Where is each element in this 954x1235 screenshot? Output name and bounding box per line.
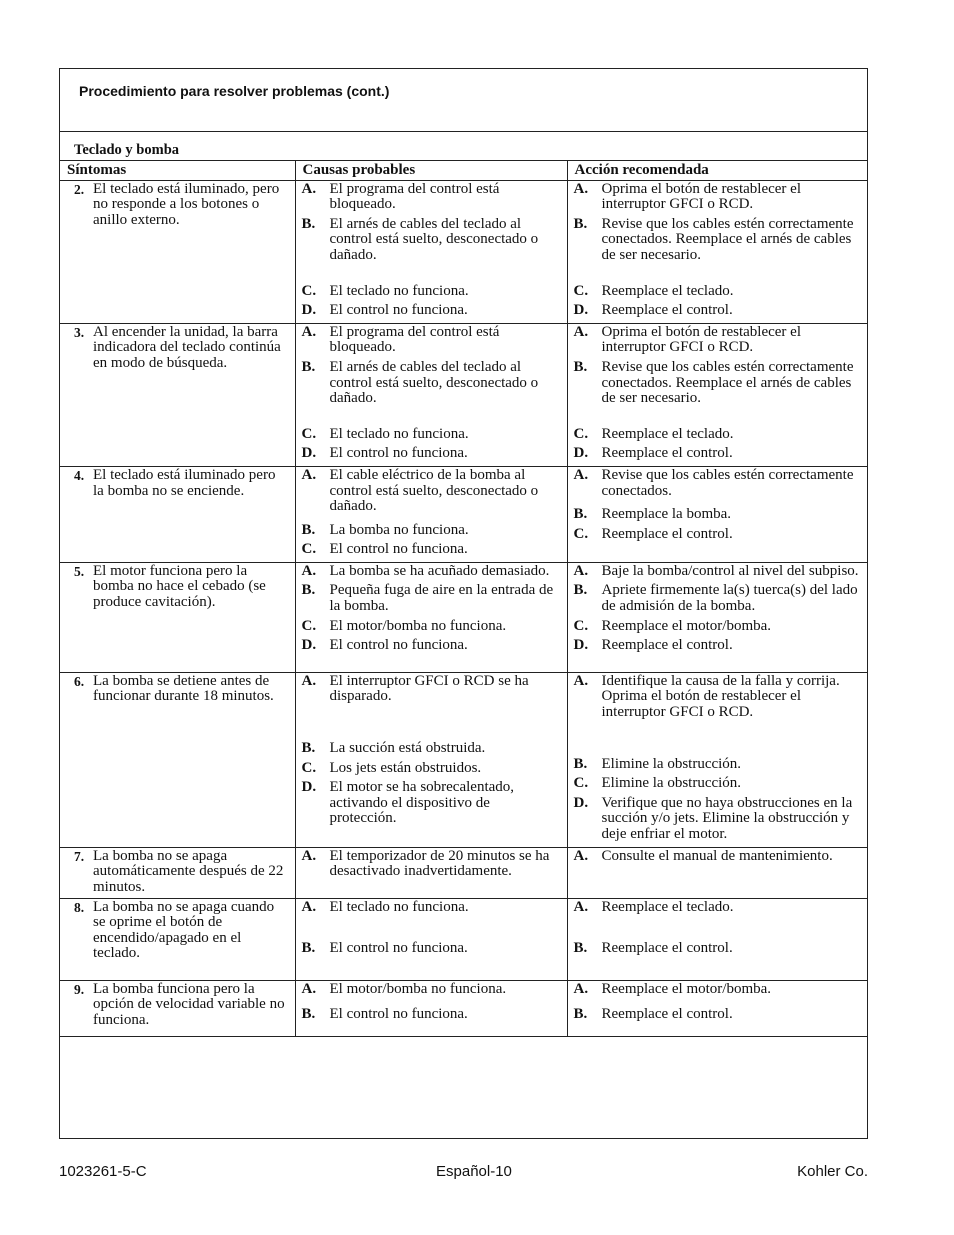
table-row [60,562,867,672]
cause-item [302,619,561,635]
cause-text: Pequeña fuga de aire en la entrada de la bomba. [329,582,554,615]
cause-letter: A. [301,980,317,997]
cause-item [302,761,561,777]
cause-letter: A. [301,323,317,340]
action-item [574,638,862,654]
action-text: Reemplace el teclado. [601,898,734,915]
action-letter: B. [573,506,588,523]
action-letter: C. [573,425,589,442]
cause-letter: B. [301,215,316,232]
cause-item [302,360,561,407]
action-item [574,982,862,998]
action-letter: B. [573,582,588,599]
action-letter: D. [573,445,589,462]
action-item [574,360,862,407]
action-text: Reemplace el control. [601,302,733,319]
cause-letter: C. [301,617,317,634]
cause-text: El programa del control está bloqueado. [329,180,500,213]
cause-text: El teclado no funciona. [329,425,469,442]
symptom-number: 7. [74,848,85,864]
action-letter: A. [573,898,589,915]
action-item [574,776,862,792]
causes-cell [295,562,567,672]
action-letter: C. [573,775,589,792]
actions-cell [567,466,867,562]
symptom-number: 5. [74,563,85,579]
action-text: Identifique la causa de la falla y corrija. Oprima el botón de restablecer el interruptor GFCI o RCD. [601,672,840,721]
action-item [574,507,862,523]
cause-text: El control no funciona. [329,940,468,957]
cause-item [302,523,561,539]
action-text: Baje la bomba/control al nivel del subpiso. [601,562,859,579]
cause-item [302,849,561,880]
action-letter: A. [573,180,589,197]
cause-text: El arnés de cables del teclado al control está suelto, desconectado o dañado. [329,215,539,263]
cause-letter: B. [301,1006,316,1023]
action-letter: A. [573,323,589,340]
symptom-cell [60,466,295,562]
cause-item [302,674,561,705]
action-text: Reemplace el motor/bomba. [601,980,772,997]
symptom-cell [60,898,295,980]
action-letter: B. [573,1006,588,1023]
cause-letter: B. [301,740,316,757]
cause-item [302,941,561,957]
troubleshooting-table [60,160,867,1037]
action-text: Reemplace el control. [601,445,733,462]
action-item [574,583,862,614]
action-letter: A. [573,672,589,689]
cause-item [302,741,561,757]
action-letter: A. [573,980,589,997]
action-text: Verifique que no haya obstrucciones en la succión y/o jets. Elimine la obstrucción y deje enfriar el motor. [601,794,853,843]
symptom-number: 8. [74,899,85,915]
symptom-text: El motor funciona pero la bomba no hace el cebado (se produce cavitación). [93,562,266,611]
cause-text: La succión está obstruida. [329,740,486,757]
actions-cell [567,180,867,323]
cause-letter: C. [301,282,317,299]
action-text: Reemplace el control. [601,525,733,542]
action-letter: C. [573,525,589,542]
action-letter: A. [573,562,589,579]
cause-item [302,982,561,998]
action-item [574,182,862,213]
cause-letter: C. [301,759,317,776]
cause-letter: D. [301,302,317,319]
action-letter: B. [573,940,588,957]
cause-item [302,427,561,443]
symptom-text: Al encender la unidad, la barra indicadora del teclado continúa en modo de búsqueda. [93,323,281,371]
cause-item [302,182,561,213]
footer-doc-number: 1023261-5-C [59,1163,147,1180]
table-row [60,672,867,847]
action-item [574,564,862,580]
cause-text: El motor/bomba no funciona. [329,980,507,997]
cause-letter: A. [301,847,317,864]
symptom-cell [60,323,295,466]
cause-item [302,217,561,264]
table-row [60,180,867,323]
causes-cell [295,898,567,980]
symptom [66,849,289,896]
action-text: Reemplace el motor/bomba. [601,617,772,634]
action-letter: B. [573,755,588,772]
symptom-cell [60,562,295,672]
cause-letter: A. [301,466,317,483]
action-text: Reemplace la bomba. [601,506,732,523]
cause-text: El teclado no funciona. [329,282,469,299]
cause-item [302,468,561,515]
cause-letter: B. [301,521,316,538]
symptom [66,468,289,499]
symptom [66,182,289,229]
cause-text: El programa del control está bloqueado. [329,323,500,356]
table-title: Teclado y bomba [74,142,180,158]
symptom-number: 3. [74,324,85,340]
cause-text: El teclado no funciona. [329,898,469,915]
action-letter: D. [573,794,589,811]
footer-company: Kohler Co. [797,1163,868,1180]
cause-text: El arnés de cables del teclado al control está suelto, desconectado o dañado. [329,358,539,407]
cause-text: El control no funciona. [329,302,468,319]
cause-text: El temporizador de 20 minutos se ha desactivado inadvertidamente. [329,847,550,880]
action-letter: B. [573,358,588,375]
action-item [574,757,862,773]
symptom-text: La bomba se detiene antes de funcionar durante 18 minutos. [93,672,274,705]
symptom-text: El teclado está iluminado pero la bomba no se enciende. [93,466,276,499]
cause-item [302,900,561,916]
action-text: Apriete firmemente la(s) tuerca(s) del lado de admisión de la bomba. [601,582,858,615]
table-header-row [60,161,867,181]
action-text: Reemplace el teclado. [601,282,734,299]
cause-letter: D. [301,445,317,462]
cause-item [302,1007,561,1023]
action-item [574,619,862,635]
action-item [574,325,862,356]
action-item [574,900,862,916]
action-text: Consulte el manual de mantenimiento. [601,847,833,864]
action-item [574,674,862,721]
action-letter: C. [573,617,589,634]
action-text: Oprima el botón de restablecer el interruptor GFCI o RCD. [601,180,801,213]
action-item [574,796,862,843]
cause-letter: C. [301,541,317,558]
symptom-text: La bomba no se apaga cuando se oprime el botón de encendido/apagado en el teclado. [93,898,275,962]
action-text: Elimine la obstrucción. [601,775,742,792]
action-text: Revise que los cables estén correctamente conectados. Reemplace el arnés de cables de ser necesario. [601,358,854,407]
cause-item [302,303,561,319]
symptom [66,982,289,1029]
actions-cell [567,980,867,1036]
column-header-actions: Acción recomendada [567,161,867,181]
actions-cell [567,562,867,672]
table-row [60,898,867,980]
actions-cell [567,847,867,898]
cause-item [302,325,561,356]
cause-item [302,583,561,614]
cause-letter: B. [301,582,316,599]
symptom-cell [60,980,295,1036]
action-item [574,468,862,499]
action-text: Reemplace el control. [601,940,733,957]
cause-text: El motor/bomba no funciona. [329,617,507,634]
cause-text: El control no funciona. [329,541,468,558]
action-text: Reemplace el control. [601,637,733,654]
causes-cell [295,847,567,898]
action-item [574,303,862,319]
cause-letter: A. [301,180,317,197]
cause-item [302,446,561,462]
symptom-text: La bomba funciona pero la opción de velocidad variable no funciona. [93,980,285,1028]
action-text: Revise que los cables estén correctamente conectados. [601,466,854,499]
cause-item [302,542,561,558]
cause-text: El motor se ha sobrecalentado, activando el dispositivo de protección. [329,779,515,827]
symptom-number: 4. [74,467,85,483]
cause-text: La bomba no funciona. [329,521,469,538]
action-item [574,941,862,957]
cause-item [302,284,561,300]
table-row [60,847,867,898]
action-letter: B. [573,215,588,232]
causes-cell [295,323,567,466]
action-letter: D. [573,302,589,319]
content-frame [59,68,868,1139]
action-item [574,284,862,300]
cause-text: El control no funciona. [329,1006,468,1023]
section-title: Procedimiento para resolver problemas (cont.) [79,83,390,99]
header-divider [60,131,867,132]
symptom [66,900,289,962]
symptom [66,674,289,705]
causes-cell [295,466,567,562]
table-row [60,466,867,562]
symptom-text: La bomba no se apaga automáticamente después de 22 minutos. [93,847,284,895]
actions-cell [567,898,867,980]
action-item [574,217,862,264]
cause-letter: A. [301,898,317,915]
cause-text: La bomba se ha acuñado demasiado. [329,562,550,579]
cause-letter: B. [301,358,316,375]
cause-item [302,780,561,827]
symptom-cell [60,672,295,847]
action-text: Revise que los cables estén correctamente conectados. Reemplace el arnés de cables de ser necesario. [601,215,854,263]
symptom-cell [60,180,295,323]
footer-page-number: Español-10 [436,1163,512,1180]
cause-text: El cable eléctrico de la bomba al control está suelto, desconectado o dañado. [329,466,539,515]
action-text: Reemplace el control. [601,1006,733,1023]
cause-letter: A. [301,562,317,579]
action-item [574,527,862,543]
action-letter: A. [573,466,589,483]
symptom-text: El teclado está iluminado, pero no responde a los botones o anillo externo. [93,180,280,228]
actions-cell [567,323,867,466]
causes-cell [295,672,567,847]
cause-text: El control no funciona. [329,445,468,462]
cause-letter: B. [301,940,316,957]
causes-cell [295,180,567,323]
action-letter: C. [573,282,589,299]
action-item [574,849,862,865]
cause-letter: D. [301,637,317,654]
symptom [66,564,289,611]
action-item [574,446,862,462]
symptom-number: 6. [74,673,85,689]
causes-cell [295,980,567,1036]
cause-letter: A. [301,672,317,689]
action-letter: D. [573,637,589,654]
symptom-cell [60,847,295,898]
action-text: Reemplace el teclado. [601,425,734,442]
action-item [574,427,862,443]
cause-letter: C. [301,425,317,442]
symptom-number: 2. [74,181,85,197]
cause-text: El control no funciona. [329,637,468,654]
action-text: Oprima el botón de restablecer el interruptor GFCI o RCD. [601,323,801,356]
symptom [66,325,289,372]
symptom-number: 9. [74,981,85,997]
cause-text: El interruptor GFCI o RCD se ha disparado. [329,672,529,705]
actions-cell [567,672,867,847]
table-row [60,980,867,1036]
cause-text: Los jets están obstruidos. [329,759,482,776]
cause-item [302,638,561,654]
cause-letter: D. [301,779,317,796]
action-text: Elimine la obstrucción. [601,755,742,772]
action-item [574,1007,862,1023]
cause-item [302,564,561,580]
table-row [60,323,867,466]
column-header-causes: Causas probables [295,161,567,181]
column-header-symptoms: Síntomas [60,161,295,181]
action-letter: A. [573,847,589,864]
